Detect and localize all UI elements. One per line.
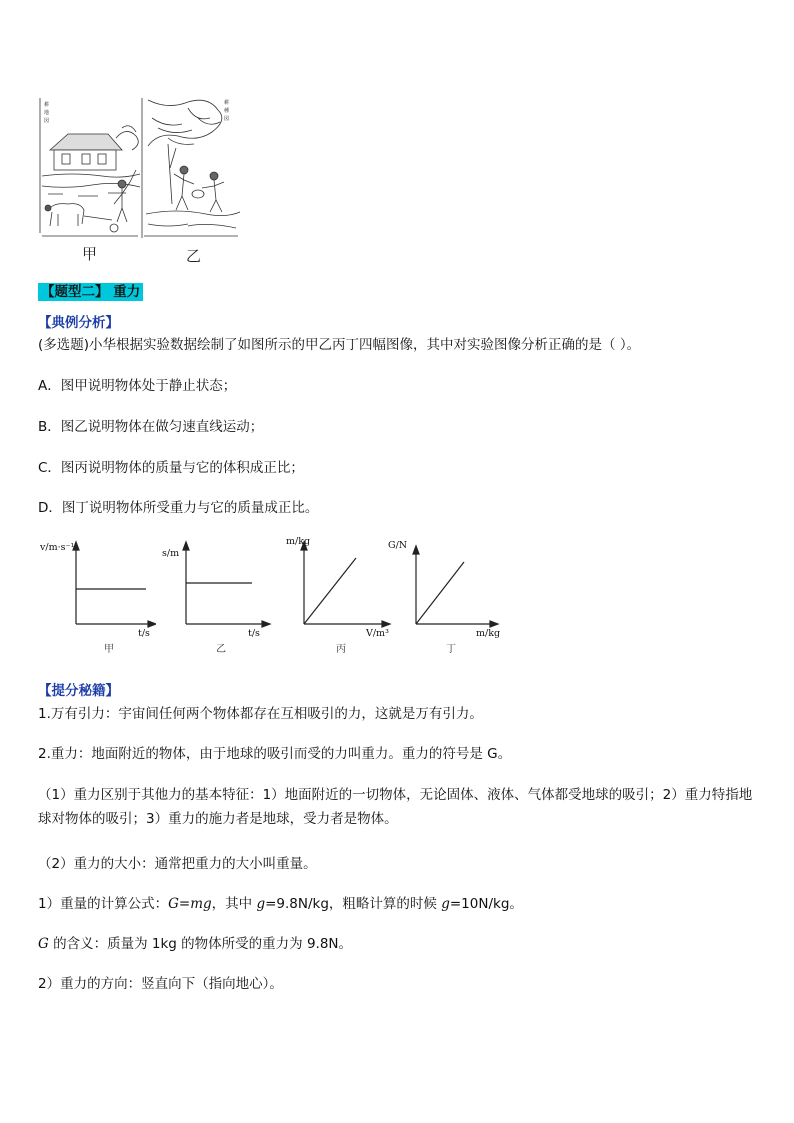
graph-yi-name: 乙 xyxy=(216,644,226,655)
option-c: C．图丙说明物体的质量与它的体积成正比； xyxy=(38,460,304,476)
caption-yi: 乙 xyxy=(186,247,202,265)
tip-gravity-definition: 2.重力：地面附近的物体，由于地球的吸引而受的力叫重力。重力的符号是 G。 xyxy=(38,746,512,762)
graph-ding-line xyxy=(416,562,464,624)
graph-ding-xlabel: m/kg xyxy=(476,628,501,639)
graph-yi-xlabel: t/s xyxy=(248,628,260,639)
section-tag-gravity: 【题型二】 重力 xyxy=(38,283,143,301)
tip-weight-formula: 1）重量的计算公式：G=mg，其中 g=9.8N/kg，粗略计算的时候 g=10N/kg。 xyxy=(38,896,523,912)
question-text: (多选题)小华根据实验数据绘制了如图所示的甲乙丙丁四幅图像，其中对实验图像分析正确的是（ ）。 xyxy=(38,337,641,353)
graph-yi xyxy=(156,536,266,656)
graph-ding xyxy=(388,536,501,656)
option-d: D．图丁说明物体所受重力与它的质量成正比。 xyxy=(38,500,319,516)
graph-jia-name: 甲 xyxy=(104,644,114,655)
tip-gravity-magnitude: （2）重力的大小：通常把重力的大小叫重量。 xyxy=(38,856,317,872)
graph-bing-line xyxy=(304,558,356,624)
tip-gravity-features: （1）重力区别于其他力的基本特征：1）地面附近的一切物体，无论固体、液体、气体都受地球的吸引；2）重力特指地球对物体的吸引；3）重力的施力者是地球，受力者是物体。 xyxy=(38,787,753,827)
tips-heading: 【提分秘籍】 xyxy=(38,683,119,699)
illustration-figure xyxy=(38,98,242,244)
option-a: A．图甲说明物体处于静止状态； xyxy=(38,378,237,394)
tip-universal-gravitation: 1.万有引力：宇宙间任何两个物体都存在互相吸引的力，这就是万有引力。 xyxy=(38,706,483,722)
tip-gravity-direction: 2）重力的方向：竖直向下（指向地心）。 xyxy=(38,976,283,992)
svg-text:図: 図 xyxy=(224,116,230,122)
graph-ding-ylabel: G/N xyxy=(388,540,408,551)
example-analysis-heading: 【典例分析】 xyxy=(38,315,119,331)
graph-bing-ylabel: m/kg xyxy=(286,536,311,547)
graph-bing-name: 丙 xyxy=(336,644,346,655)
option-b: B．图乙说明物体在做匀速直线运动； xyxy=(38,419,264,435)
farming-woodcut-image xyxy=(38,98,242,244)
svg-text:地: 地 xyxy=(44,110,50,116)
graph-jia-xlabel: t/s xyxy=(138,628,150,639)
tip-g-meaning: G 的含义：质量为 1kg 的物体所受的重力为 9.8N。 xyxy=(38,936,353,952)
graph-yi-ylabel: s/m xyxy=(162,548,180,559)
svg-text:図: 図 xyxy=(44,118,50,124)
inscription-right-text: 耕 xyxy=(224,100,230,106)
formula-g-equals-mg: G=mg xyxy=(168,896,212,912)
caption-jia: 甲 xyxy=(82,245,98,263)
inscription-left-text: 耕 xyxy=(44,102,50,108)
graph-ding-name: 丁 xyxy=(446,644,456,655)
graph-jia xyxy=(38,536,148,656)
graph-jia-ylabel: v/m·s⁻¹ xyxy=(40,542,75,553)
graph-bing xyxy=(276,536,389,656)
svg-text:種: 種 xyxy=(224,108,230,114)
graph-bing-xlabel: V/m³ xyxy=(366,628,389,639)
